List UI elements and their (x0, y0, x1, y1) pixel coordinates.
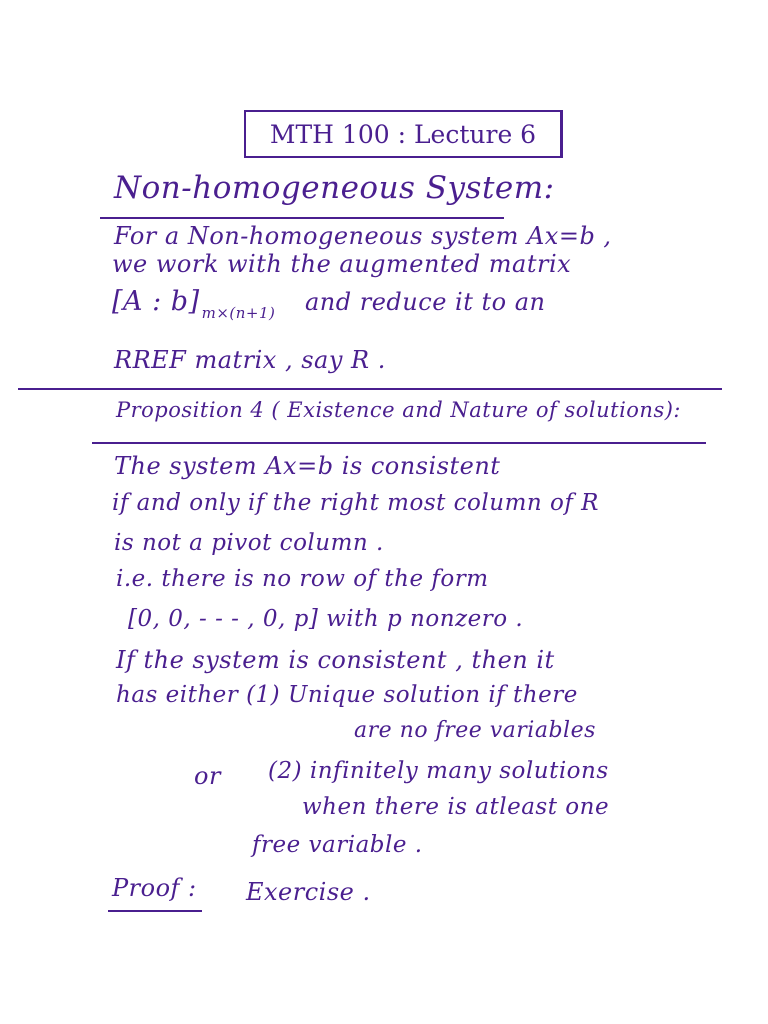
lecture-title: MTH 100 : Lecture 6 (269, 119, 537, 149)
body-line-5: [0, 0, - - - , 0, p] with p nonzero . (128, 606, 524, 632)
matrix-dimension: m×(n+1) (201, 304, 276, 322)
body-line-9: (2) infinitely many solutions (268, 758, 609, 784)
proof-text: Exercise . (246, 878, 371, 906)
proposition-title: Proposition 4 ( Existence and Nature of solutions): (116, 398, 681, 422)
body-line-9-or: or (194, 762, 221, 790)
intro-line-3 (112, 286, 275, 322)
body-line-4: i.e. there is no row of the form (116, 566, 489, 592)
proof-label: Proof : (112, 874, 197, 902)
proof-underline (108, 910, 202, 912)
title-box (244, 110, 563, 158)
body-line-2: if and only if the right most column of R (112, 490, 599, 516)
body-line-3: is not a pivot column . (114, 530, 384, 556)
augmented-matrix: [A : b] (112, 286, 200, 317)
body-line-7: has either (1) Unique solution if there (116, 682, 578, 708)
intro-line-4: RREF matrix , say R . (114, 346, 386, 374)
heading-underline (100, 217, 504, 219)
body-line-10: when there is atleast one (302, 794, 610, 820)
body-line-1: The system Ax=b is consistent (114, 452, 501, 480)
section-heading: Non-homogeneous System: (114, 170, 555, 206)
body-line-6: If the system is consistent , then it (116, 646, 555, 674)
body-line-8: are no free variables (354, 718, 596, 743)
intro-line-2: we work with the augmented matrix (112, 250, 572, 278)
body-line-11: free variable . (252, 832, 423, 858)
proposition-underline (92, 442, 706, 444)
intro-line-1: For a Non-homogeneous system Ax=b , (114, 222, 612, 250)
intro-line-3-rest: and reduce it to an (305, 288, 546, 316)
section-divider (18, 388, 722, 390)
